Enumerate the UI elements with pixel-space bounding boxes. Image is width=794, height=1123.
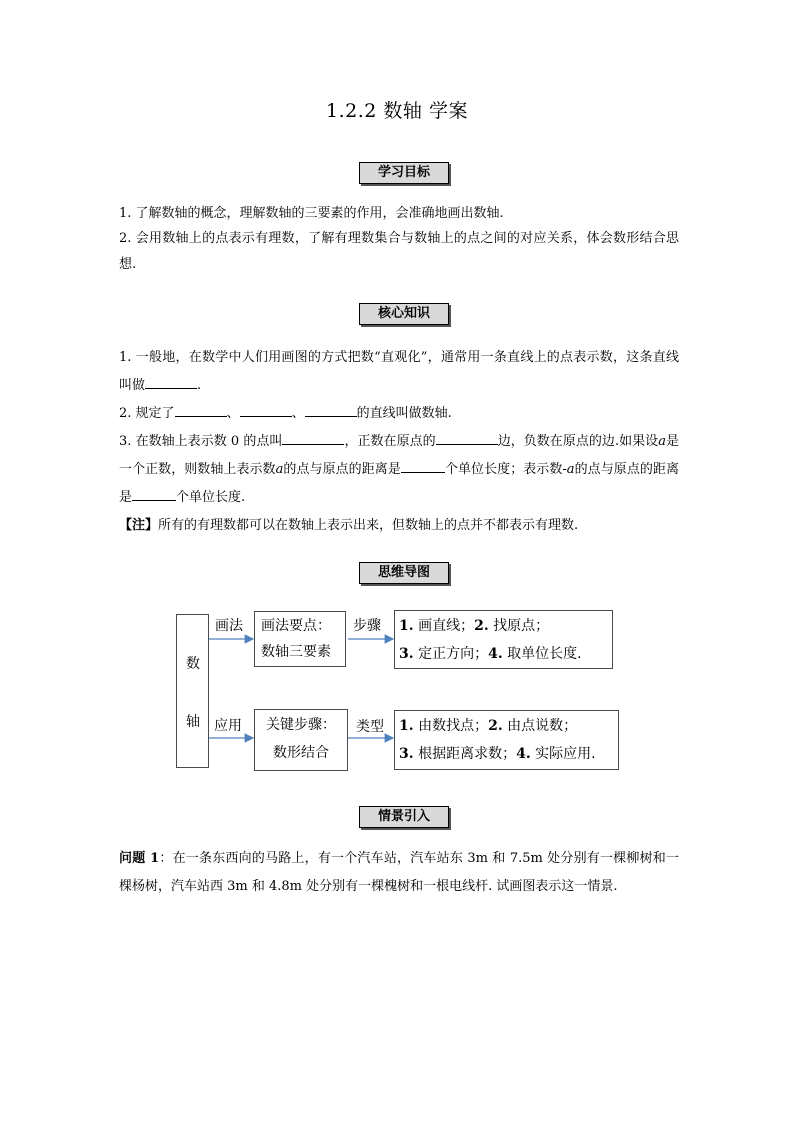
problem-label: 问题 1 xyxy=(119,851,160,866)
arrow-label-types: 类型 xyxy=(356,719,384,735)
section-heading-core: 核心知识 xyxy=(359,303,449,325)
core-knowledge xyxy=(119,344,679,540)
mindmap-types-box: 1. 由数找点；2. 由点说数； 3. 根据距离求数；4. 实际应用. xyxy=(394,710,619,770)
core-note: 【注】所有的有理数都可以在数轴上表示出来，但数轴上的点并不都表示有理数. xyxy=(119,518,579,533)
goals-list xyxy=(119,202,679,278)
fill-blank[interactable] xyxy=(401,460,445,473)
mindmap-root: 数 轴 xyxy=(176,614,209,768)
mindmap-node-apply: 关键步骤： 数形结合 xyxy=(254,709,348,771)
section-heading-goals: 学习目标 xyxy=(359,162,449,184)
intro-problem xyxy=(119,845,679,901)
fill-blank[interactable] xyxy=(240,404,292,417)
core-item-1: 1. 一般地，在数学中人们用画图的方式把数“直观化”，通常用一条直线上的点表示数，这条直线叫做 . xyxy=(119,350,679,393)
core-item-2: 2. 规定了 、 、 的直线叫做数轴. xyxy=(119,406,452,421)
mindmap-node-draw: 画法要点： 数轴三要素 xyxy=(254,611,346,667)
mindmap-steps-box: 1. 画直线；2. 找原点； 3. 定正方向；4. 取单位长度. xyxy=(394,610,613,669)
fill-blank[interactable] xyxy=(175,404,227,417)
core-item-3: 3. 在数轴上表示数 0 的点叫 ，正数在原点的 边，负数在原点的边.如果设a是一个正数，则数轴上表示数a的点与原点的距离是 个单位长度；表示数-a的点与原点的距离是 个单位长度. xyxy=(119,434,679,505)
fill-blank[interactable] xyxy=(132,488,176,501)
section-heading-mindmap: 思维导图 xyxy=(359,562,449,584)
section-heading-intro: 情景引入 xyxy=(359,806,449,828)
fill-blank[interactable] xyxy=(305,404,357,417)
branch-label-draw: 画法 xyxy=(215,618,243,634)
fill-blank[interactable] xyxy=(145,376,197,389)
problem-text: ：在一条东西向的马路上，有一个汽车站，汽车站东 3m 和 7.5m 处分别有一棵柳树和一棵杨树，汽车站西 3m 和 4.8m 处分别有一棵槐树和一根电线杆. 试画图表示这一情景. xyxy=(119,851,679,894)
goal-item: 2. 会用数轴上的点表示有理数，了解有理数集合与数轴上的点之间的对应关系，体会数形结合思想. xyxy=(119,231,679,272)
arrow-label-steps: 步骤 xyxy=(353,618,381,634)
page-title: 1.2.2 数轴 学案 xyxy=(326,100,468,122)
branch-label-apply: 应用 xyxy=(214,718,242,734)
fill-blank[interactable] xyxy=(436,432,498,445)
goal-item: 1. 了解数轴的概念，理解数轴的三要素的作用，会准确地画出数轴. xyxy=(119,206,504,221)
fill-blank[interactable] xyxy=(282,432,344,445)
